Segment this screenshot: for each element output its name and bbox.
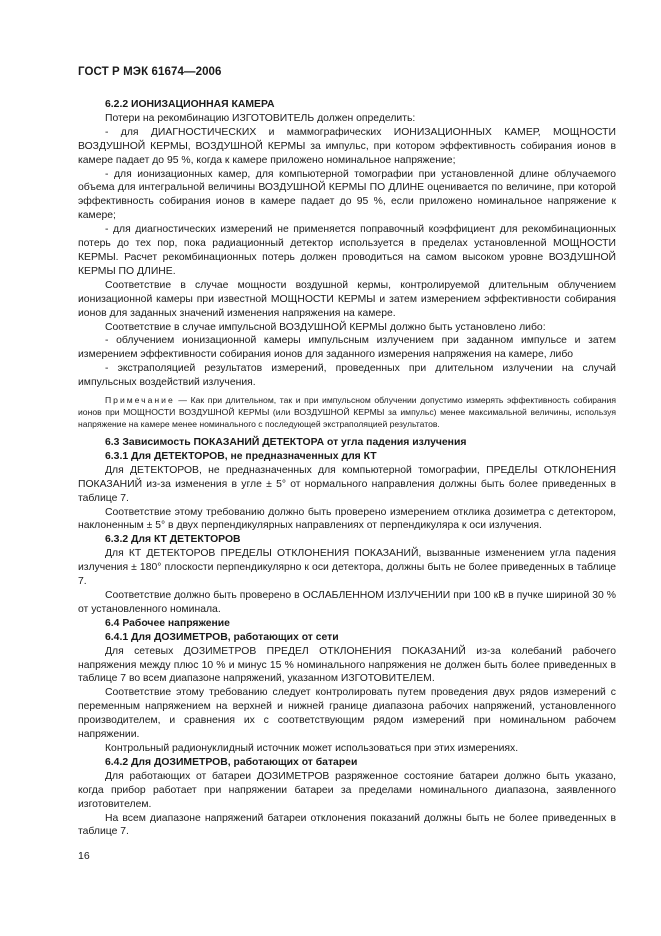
paragraph: Потери на рекомбинацию ИЗГОТОВИТЕЛЬ должен определить: (105, 112, 416, 124)
heading-6-4-2: 6.4.2 Для ДОЗИМЕТРОВ, работающих от батареи (105, 756, 358, 768)
paragraph: Соответствие должно быть проверено в ОСЛАБЛЕННОМ ИЗЛУЧЕНИИ при 100 кВ в пучке шириной 30 % от установленного номинала. (78, 590, 616, 615)
paragraph: Для сетевых ДОЗИМЕТРОВ ПРЕДЕЛ ОТКЛОНЕНИЯ ПОКАЗАНИЙ из-за колебаний рабочего напряжения между плюс 10 % и минус 15 % номинального напряжения не должен быть более приведенных в таблице 7 во всем диапазоне напряжений, указанном ИЗГОТОВИТЕЛЕМ. (78, 645, 616, 685)
note (78, 394, 616, 430)
paragraph: Для работающих от батареи ДОЗИМЕТРОВ разряженное состояние батареи должно быть указано, когда прибор работает при напряжении батареи за пределами номинального диапазона, заявленного изготовителем. (78, 770, 616, 810)
heading-6-4-1: 6.4.1 Для ДОЗИМЕТРОВ, работающих от сети (105, 631, 339, 643)
paragraph: Соответствие этому требованию должно быть проверено измерением отклика дозиметра с детектором, наклоненным ± 5° в двух перпендикулярных направлениях от перпендикуляра к оси излучения. (78, 506, 616, 532)
paragraph: На всем диапазоне напряжений батареи отклонения показаний должны быть не более приведенных в таблице 7. (78, 812, 616, 838)
list-item: - для ионизационных камер, для компьютерной томографии при установленной длине облучаемого объема для интегральной величины ВОЗДУШНОЙ КЕРМЫ ПО ДЛИНЕ оценивается по величине, при которой эффективность собирания ионов в камере падает до 95 %, если приложено номинальное напряжение к камере; (78, 168, 616, 222)
paragraph: Соответствие в случае импульсной ВОЗДУШНОЙ КЕРМЫ должно быть установлено либо: (105, 321, 546, 333)
standard-header: ГОСТ Р МЭК 61674—2006 (78, 66, 222, 78)
page-number: 16 (78, 850, 90, 862)
heading-6-3: 6.3 Зависимость ПОКАЗАНИЙ ДЕТЕКТОРА от угла падения излучения (105, 437, 467, 449)
list-item: - экстраполяцией результатов измерений, проведенных при длительном излучении на случай импульсных воздействий излучения. (78, 363, 616, 389)
list-item: - для ДИАГНОСТИЧЕСКИХ и маммографических ИОНИЗАЦИОННЫХ КАМЕР, МОЩНОСТИ ВОЗДУШНОЙ КЕРМЫ, ВОЗДУШНОЙ КЕРМЫ за импульс, при котором эффективность собирания ионов в камере падает до 95 %, когда к камере приложено номинальное напряжение; (78, 126, 616, 166)
note-label: Примечание (105, 395, 175, 406)
paragraph: Для ДЕТЕКТОРОВ, не предназначенных для компьютерной томографии, ПРЕДЕЛЫ ОТКЛОНЕНИЯ ПОКАЗАНИЙ из-за изменения в угле ± 5° от нормального направления должны быть более приведенных в таблице 7. (78, 464, 616, 504)
paragraph: Соответствие в случае мощности воздушной кермы, контролируемой длительным облучением ионизационной камеры при известной МОЩНОСТИ КЕРМЫ и затем измерением эффективности собирания ионов для заданных значений изменения напряжения на камере. (78, 279, 616, 319)
heading-6-3-2: 6.3.2 Для КТ ДЕТЕКТОРОВ (105, 534, 241, 546)
list-item: - для диагностических измерений не применяется поправочный коэффициент для рекомбинационных потерь до тех пор, пока радиационный детектор используется в пределах установленной МОЩНОСТИ КЕРМЫ. Расчет рекомбинационных потерь должен проводиться на самом высоком уровне ВОЗДУШНОЙ КЕРМЫ ПО ДЛИНЕ. (78, 224, 616, 277)
note-text: — Как при длительном, так и при импульсном облучении допустимо измерять эффективность собирания ионов при МОЩНОСТИ ВОЗДУШНОЙ КЕРМЫ (или ВОЗДУШНОЙ КЕРМЫ за импульс) менее максимальной величины, используя напряжение на камере менее номинального с последующей экстраполяцией результатов. (78, 395, 617, 430)
heading-6-2-2: 6.2.2 ИОНИЗАЦИОННАЯ КАМЕРА (105, 99, 275, 110)
page-body (78, 98, 616, 839)
heading-6-4: 6.4 Рабочее напряжение (105, 617, 230, 629)
paragraph: Для КТ ДЕТЕКТОРОВ ПРЕДЕЛЫ ОТКЛОНЕНИЯ ПОКАЗАНИЙ, вызванные изменением угла падения излучения ± 180° плоскости перпендикулярно к оси детектора, должны быть не более приведенных в таблице 7. (78, 548, 616, 588)
paragraph: Соответствие этому требованию следует контролировать путем проведения двух рядов измерений с переменным напряжением на верхней и нижней границе диапазона рабочих напряжений, установленного производителем, и сравнения их с соответствующим рядом измерений при номинальном рабочем напряжении. (78, 687, 616, 741)
heading-6-3-1: 6.3.1 Для ДЕТЕКТОРОВ, не предназначенных для КТ (105, 450, 377, 462)
list-item: - облучением ионизационной камеры импульсным излучением при заданном импульсе и затем измерением эффективности собирания ионов для заданного измерения напряжения на камере, либо (78, 335, 616, 361)
paragraph: Контрольный радионуклидный источник может использоваться при этих измерениях. (105, 742, 519, 754)
